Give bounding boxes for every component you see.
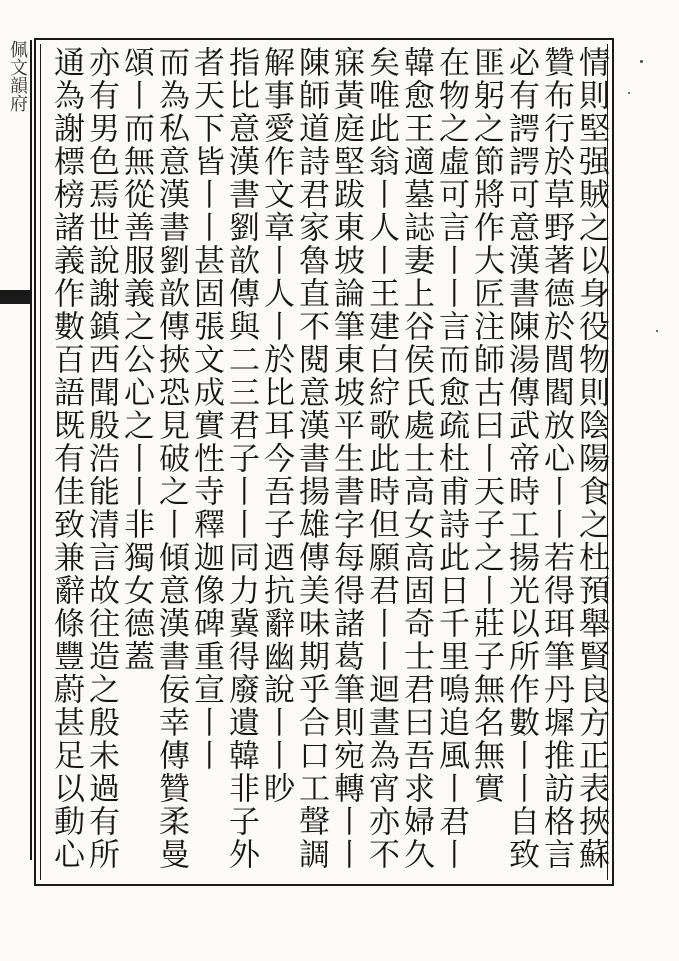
margin-title: 佩文韻府 [0,40,32,860]
text-column-16: 通為謝標榜諸義作數百語既有佳致兼辭條豐蔚甚足以動心 [48,46,84,871]
ink-speck [656,330,658,332]
ink-speck [628,92,630,94]
text-column-5: 在物之虛可言丨丨言而愈疏杜甫詩此日千里鳴追風丨君丨 [433,46,469,871]
text-column-8: 寐黃庭堅跋東坡論筆東坡平生書字每得諸葛筆則宛轉丨丨 [328,46,364,871]
text-column-7: 矣唯此翁丨人丨王建白紵歌此時但願君丨丨迴晝為宵亦不 [363,46,399,871]
text-column-6: 韓愈王適墓誌妻上谷侯氏處士高女高固奇士君曰吾求婦久 [398,46,434,871]
text-column-13: 而為私意漢書劉歆傳挾恐見破之丨傾意漢書佞幸傳贊柔曼 [153,46,189,871]
text-column-1: 情則堅强賊之以身役物則陰陽食之杜預舉賢良方正表挾蘇 [573,46,609,871]
text-column-4: 匪躬之節將作大匠注師古曰丨天子之丨莊子無名無實 [468,46,504,805]
text-column-2: 贊布行於草野著德於閭閻放心丨丨若得珥筆丹墀推訪格言 [538,46,574,871]
text-column-14: 頌丨而無從善服義之公心之丨丨非獨女德蓋 [118,46,154,673]
text-column-11: 指比意漢書劉歆傳與二三君子丨丨同力冀得廢遺韓非子外 [223,46,259,871]
fishtail-mark [0,290,30,304]
text-column-15: 亦有男色焉世說謝鎮西聞殷浩能清言故往造之殷未過有所 [83,46,119,871]
text-frame [34,38,614,886]
text-column-3: 必有諤諤可意漢書陳湯傳武帝時工揚光以所作數丨丨自致 [503,46,539,871]
text-column-12: 者天下皆丨丨甚固張文成實性寺釋迦像碑重宣丨丨 [188,46,224,772]
text-column-9: 陳師道詩君家魯直不閱意漢書揚雄傳美味期乎合口工聲調 [293,46,329,871]
ink-speck [640,60,643,63]
text-column-10: 解事愛作文章丨人丨於比耳今吾子迺抗辭幽說丨丨眇 [258,46,294,805]
